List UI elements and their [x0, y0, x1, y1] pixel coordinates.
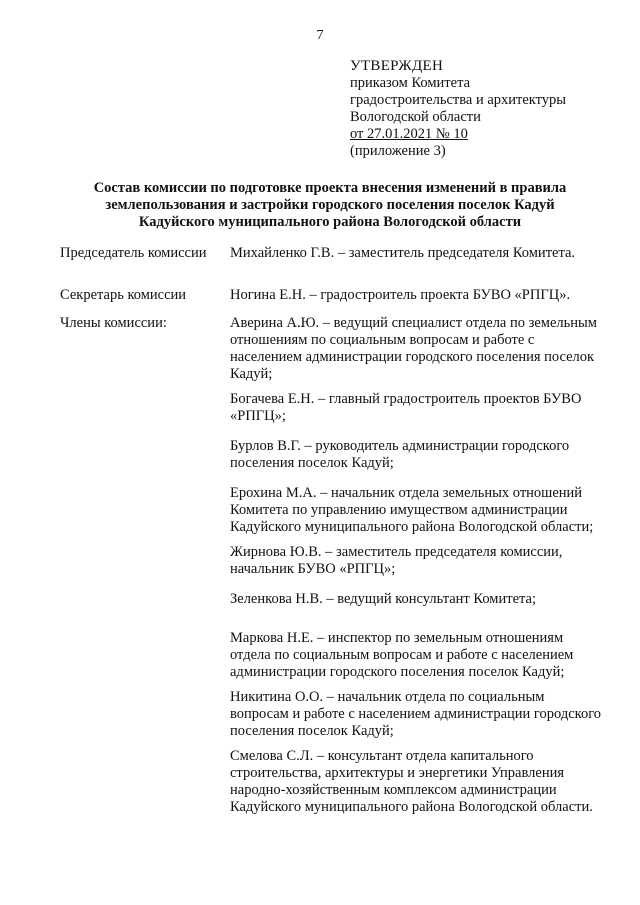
members-list [230, 315, 605, 816]
approval-stamp-block [350, 58, 566, 160]
title-line-2: землепользования и застройки городского поселения поселок Кадуй [105, 197, 555, 213]
chair-row [60, 245, 620, 262]
page-number: 7 [316, 28, 324, 43]
chair-text: Михайленко Г.В. – заместитель председателя Комитета. [230, 245, 576, 261]
list-item: Смелова С.Л. – консультант отдела капитального строительства, архитектуры и энергетики Управления народно-хозяйственным комплексом администрации Кадуйского муниципального района Вологодской области. [230, 748, 593, 815]
secretary-label: Секретарь комиссии [60, 287, 187, 303]
secretary-row [60, 287, 620, 304]
list-item: Ерохина М.А. – начальник отдела земельных отношений Комитета по управлению имуществом администрации Кадуйского муниципального района Вологодской области; [230, 485, 594, 535]
title-line-3: Кадуйского муниципального района Вологодской области [138, 214, 522, 230]
list-item: Богачева Е.Н. – главный градостроитель проектов БУВО «РПГЦ»; [230, 391, 582, 424]
annex-reference: (приложение 3) [350, 143, 446, 159]
title-line-1: Состав комиссии по подготовке проекта внесения изменений в правила [93, 180, 567, 196]
order-date-number [350, 126, 566, 143]
list-item: Бурлов В.Г. – руководитель администрации городского поселения поселок Кадуй; [230, 438, 570, 471]
approved-heading: УТВЕРЖДЕН [350, 58, 444, 74]
members-label: Члены комиссии: [60, 315, 167, 331]
commission-roster [60, 245, 620, 816]
approval-line-2: градостроительства и архитектуры [350, 92, 567, 108]
list-item: Зеленкова Н.В. – ведущий консультант Комитета; [230, 591, 536, 607]
approval-line-1: приказом Комитета [350, 75, 471, 91]
list-item: Аверина А.Ю. – ведущий специалист отдела по земельным отношениям по социальным вопросам и работе с населением администрации городского поселения поселок Кадуй; [230, 315, 597, 382]
document-title [60, 180, 600, 231]
chair-label: Председатель комиссии [60, 245, 207, 261]
list-item: Маркова Н.Е. – инспектор по земельным отношениям отдела по социальным вопросам и работе с населением администрации городского поселения поселок Кадуй; [230, 630, 574, 680]
secretary-text: Ногина Е.Н. – градостроитель проекта БУВО «РПГЦ». [230, 287, 571, 303]
list-item: Жирнова Ю.В. – заместитель председателя комиссии, начальник БУВО «РПГЦ»; [230, 544, 563, 577]
approval-line-3: Вологодской области [350, 109, 481, 125]
order-date-number-text: от 27.01.2021 № 10 [350, 126, 468, 142]
list-item: Никитина О.О. – начальник отдела по социальным вопросам и работе с населением администрации городского поселения поселок Кадуй; [230, 689, 602, 739]
members-row [60, 315, 620, 816]
